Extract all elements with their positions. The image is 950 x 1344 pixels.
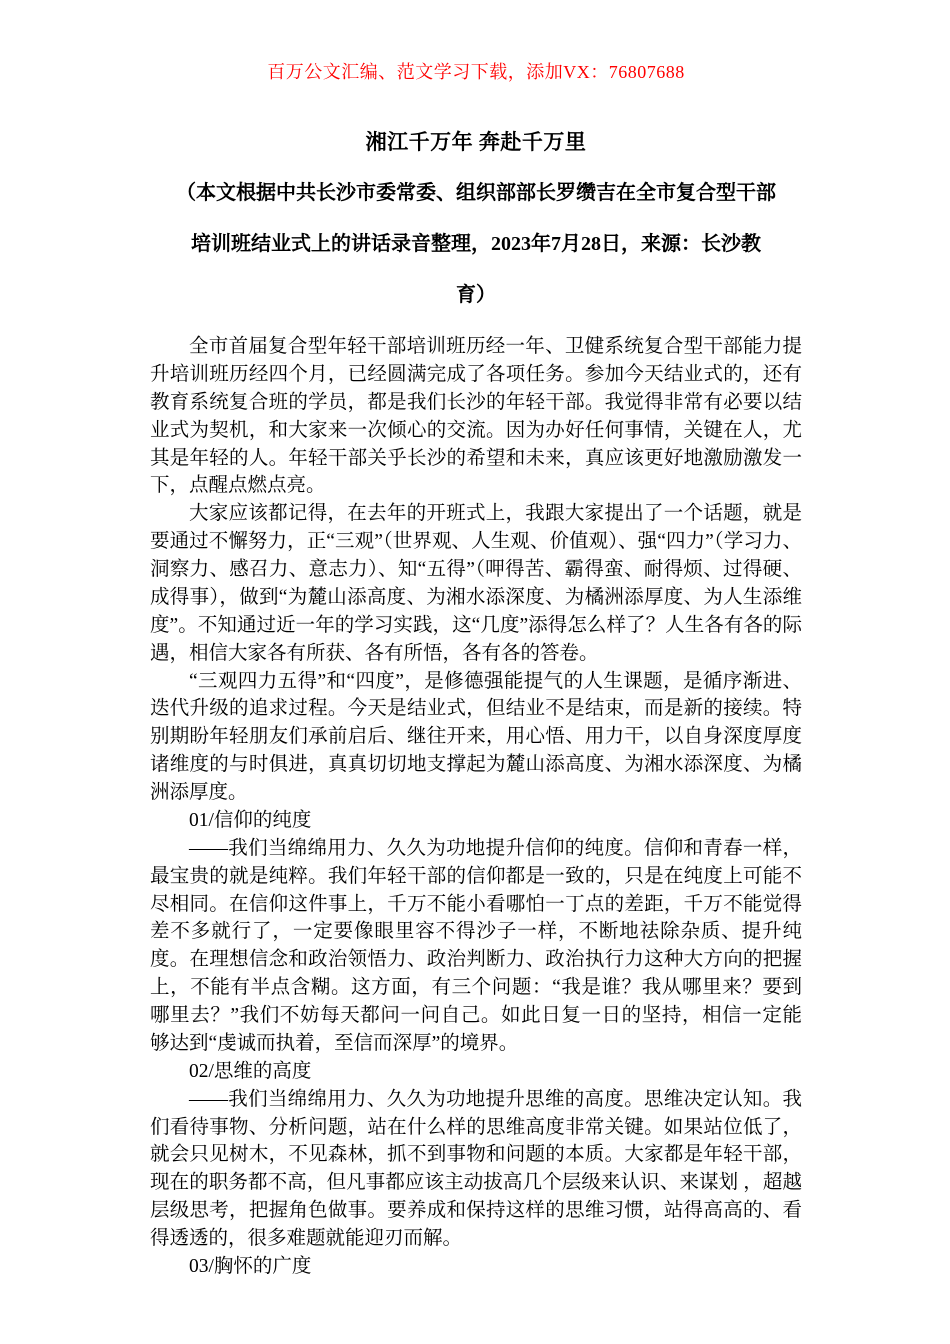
paragraph: 大家应该都记得，在去年的开班式上，我跟大家提出了一个话题，就是要通过不懈努力，正“三观”（世界观、人生观、价值观）、强“四力”（学习力、洞察力、感召力、意志力）、知“五得”（呷得苦、霸得蛮、耐得烦、过得硬、成得事），做到“为麓山添高度、为湘水添深度、为橘洲添厚度、为人生添维度”。不知通过近一年的学习实践，这“几度”添得怎么样了？人生各有各的际遇，相信大家各有所获、各有所悟，各有各的答卷。: [150, 503, 802, 664]
section-heading: 02/思维的高度: [189, 1060, 312, 1082]
paragraph: ——我们当绵绵用力、久久为功地提升信仰的纯度。信仰和青春一样，最宝贵的就是纯粹。我们年轻干部的信仰都是一致的，只是在纯度上可能不尽相同。在信仰这件事上，千万不能小看哪怕一丁点的差距，千万不能觉得差不多就行了，一定要像眼里容不得沙子一样，不断地祛除杂质、提升纯度。在理想信念和政治领悟力、政治判断力、政治执行力这种大方向的把握上，不能有半点含糊。这方面，有三个问题：“我是谁？我从哪里来？要到哪里去？”我们不妨每天都问一问自己。如此日复一日的坚持，相信一定能够达到“虔诚而执着，至信而深厚”的境界。: [150, 837, 802, 1054]
subtitle-line-1: （本文根据中共长沙市委常委、组织部部长罗缵吉在全市复合型干部: [176, 182, 776, 204]
paragraph: 全市首届复合型年轻干部培训班历经一年、卫健系统复合型干部能力提升培训班历经四个月，已经圆满完成了各项任务。参加今天结业式的，还有教育系统复合班的学员，都是我们长沙的年轻干部。我觉得非常有必要以结业式为契机，和大家来一次倾心的交流。因为办好任何事情，关键在人，尤其是年轻的人。年轻干部关乎长沙的希望和未来，真应该更好地激励激发一下，点醒点燃点亮。: [150, 336, 802, 497]
paragraph: ——我们当绵绵用力、久久为功地提升思维的高度。思维决定认知。我们看待事物、分析问题，站在什么样的思维高度非常关键。如果站位低了，就会只见树木，不见森林，抓不到事物和问题的本质。大家都是年轻干部，现在的职务都不高，但凡事都应该主动拔高几个层级来认识、来谋划 ，超越层级思考，把握角色做事。要养成和保持这样的思维习惯，站得高高的、看得透透的，很多难题就能迎刃而解。: [150, 1088, 802, 1249]
section-heading: 01/信仰的纯度: [189, 809, 312, 831]
subtitle-line-2: 培训班结业式上的讲话录音整理，2023年7月28日，来源：长沙教: [191, 233, 761, 255]
page-title: 湘江千万年 奔赴千万里: [365, 130, 587, 154]
doc-subtitle: [150, 168, 802, 321]
doc-body: [150, 333, 802, 1281]
header-notice: 百万公文汇编、范文学习下载，添加VX：76807688: [267, 62, 685, 82]
section-heading: 03/胸怀的广度: [189, 1255, 312, 1277]
paragraph: “三观四力五得”和“四度”，是修德强能提气的人生课题，是循序渐进、迭代升级的追求过程。今天是结业式，但结业不是结束，而是新的接续。特别期盼年轻朋友们承前启后、继往开来，用心悟、用力干，以自身深度厚度诸维度的与时俱进，真真切切地支撑起为麓山添高度、为湘水添深度、为橘洲添厚度。: [150, 670, 802, 803]
subtitle-line-3: 育）: [456, 284, 496, 306]
